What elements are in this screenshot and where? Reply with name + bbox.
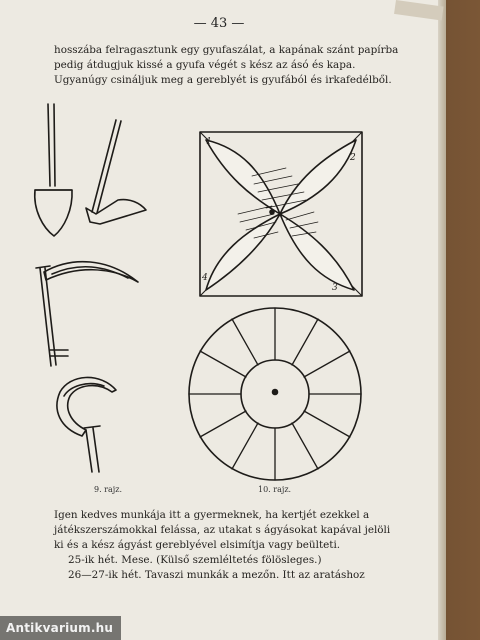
pinwheel-label-2: 2 [350, 153, 356, 163]
figure-10-caption: 10. rajz. [258, 485, 292, 494]
wheel-drawing [189, 308, 361, 480]
paragraph-line: 26—27-ik hét. Tavaszi munkák a mezőn. Itt az aratáshoz [68, 569, 365, 581]
pinwheel-drawing [200, 132, 362, 296]
watermark: Antikvarium.hu [0, 616, 121, 640]
sickle-drawing [57, 377, 116, 472]
page-edge [438, 0, 446, 640]
paragraph-line: hosszába felragasztunk egy gyufaszálat, a kapának szánt papírba [54, 44, 399, 56]
hoe-drawing [86, 120, 146, 224]
pinwheel-label-1: 1 [206, 137, 212, 147]
pinwheel-label-3: 3 [332, 283, 338, 293]
page-number: — 43 — [193, 16, 245, 31]
pinwheel-label-4: 4 [202, 273, 208, 283]
spade-drawing [35, 104, 72, 236]
figure-9-caption: 9. rajz. [94, 485, 123, 494]
paragraph-line: Ugyanúgy csináljuk meg a gereblyét is gyufából és irkafedélből. [54, 74, 392, 86]
paragraph-line: pedig átdugjuk kissé a gyufa végét s kész az ásó és kapa. [54, 59, 356, 71]
paragraph-line: ki és a kész ágyást gereblyével elsimítja vagy beülteti. [54, 539, 341, 551]
scythe-drawing [36, 262, 138, 366]
paragraph-line: játékszerszámokkal felássa, az utakat s ágyásokat kapával jelöli [54, 524, 391, 536]
paragraph-line: 25-ik hét. Mese. (Külső szemléltetés fölösleges.) [68, 554, 322, 566]
paragraph-bottom [54, 508, 391, 583]
paragraph-line: Igen kedves munkája itt a gyermeknek, ha kertjét ezekkel a [54, 509, 370, 521]
